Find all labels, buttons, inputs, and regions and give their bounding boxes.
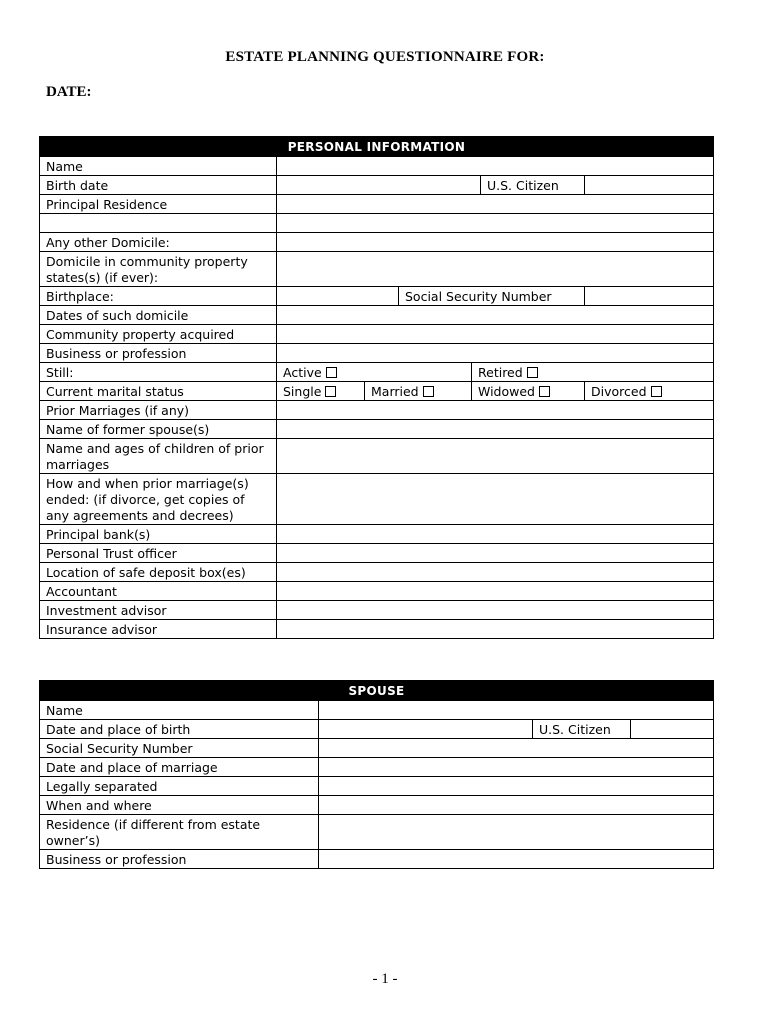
active-label: Active: [283, 365, 322, 380]
table-row: [40, 175, 713, 194]
single-option: [276, 382, 364, 400]
accountant-label: Accountant: [46, 584, 117, 599]
table-row: [40, 738, 713, 757]
table-row: [40, 213, 713, 232]
ssn-label: Social Security Number: [398, 287, 584, 305]
spouse-marriage-label: Date and place of marriage: [46, 760, 218, 775]
spouse-residence-field[interactable]: [318, 815, 713, 849]
dates-domicile-field[interactable]: [276, 306, 713, 324]
birthplace-label: Birthplace:: [46, 289, 114, 304]
principal-bank-field[interactable]: [276, 525, 713, 543]
spouse-business-field[interactable]: [318, 850, 713, 868]
table-row: [40, 776, 713, 795]
still-label: Still:: [46, 365, 74, 380]
spouse-header-text: SPOUSE: [348, 683, 405, 698]
page-number: - 1 -: [372, 971, 398, 987]
spouse-name-label: Name: [46, 703, 83, 718]
spouse-residence-label: Residence (if different from estate owner’s): [46, 817, 261, 848]
legally-separated-label: Legally separated: [46, 779, 158, 794]
former-spouse-field[interactable]: [276, 420, 713, 438]
table-row: [40, 700, 713, 719]
divorced-label: Divorced: [591, 384, 647, 399]
when-where-field[interactable]: [318, 796, 713, 814]
table-row: [40, 156, 713, 175]
business-field[interactable]: [276, 344, 713, 362]
table-row: [40, 324, 713, 343]
how-when-ended-label: How and when prior marriage(s) ended: (if divorce, get copies of any agreements and decrees): [46, 476, 249, 523]
prior-marriages-label: Prior Marriages (if any): [46, 403, 190, 418]
table-row: [40, 600, 713, 619]
principal-residence-field-2[interactable]: [276, 214, 713, 232]
former-spouse-label: Name of former spouse(s): [46, 422, 210, 437]
insurance-advisor-label: Insurance advisor: [46, 622, 158, 637]
table-row: [40, 562, 713, 581]
widowed-checkbox[interactable]: [539, 386, 550, 397]
children-prior-field[interactable]: [276, 439, 713, 473]
table-row: [40, 849, 713, 868]
table-row: [40, 543, 713, 562]
widowed-option: [471, 382, 584, 400]
ssn-field[interactable]: [584, 287, 713, 305]
birth-date-field[interactable]: [276, 176, 480, 194]
married-label: Married: [371, 384, 419, 399]
spouse-name-field[interactable]: [318, 701, 713, 719]
principal-residence-label: Principal Residence: [46, 197, 168, 212]
table-row: [40, 757, 713, 776]
spouse-table: [39, 680, 714, 869]
spouse-dob-field[interactable]: [318, 720, 532, 738]
community-acquired-field[interactable]: [276, 325, 713, 343]
table-row: [40, 795, 713, 814]
domicile-community-label: Domicile in community property states(s) (if ever):: [46, 254, 248, 285]
spouse-header: [40, 681, 713, 700]
table-row: [40, 719, 713, 738]
community-acquired-label: Community property acquired: [46, 327, 235, 342]
spouse-us-citizen-label: U.S. Citizen: [532, 720, 630, 738]
when-where-label: When and where: [46, 798, 152, 813]
spouse-business-label: Business or profession: [46, 852, 187, 867]
safe-deposit-field[interactable]: [276, 563, 713, 581]
retired-option: [471, 363, 713, 381]
table-row: [40, 814, 713, 849]
table-row: [40, 419, 713, 438]
trust-officer-label: Personal Trust officer: [46, 546, 177, 561]
retired-label: Retired: [478, 365, 523, 380]
us-citizen-label: U.S. Citizen: [480, 176, 584, 194]
table-row: [40, 286, 713, 305]
table-row: [40, 438, 713, 473]
dates-domicile-label: Dates of such domicile: [46, 308, 189, 323]
table-row: [40, 524, 713, 543]
spouse-ssn-label: Social Security Number: [46, 741, 193, 756]
table-row: [40, 619, 713, 638]
name-field[interactable]: [276, 157, 713, 175]
single-label: Single: [283, 384, 322, 399]
principal-residence-field[interactable]: [276, 195, 713, 213]
widowed-label: Widowed: [478, 384, 535, 399]
us-citizen-field[interactable]: [584, 176, 713, 194]
marital-status-label: Current marital status: [46, 384, 184, 399]
table-row: [40, 362, 713, 381]
table-row: [40, 194, 713, 213]
divorced-option: [584, 382, 713, 400]
investment-advisor-field[interactable]: [276, 601, 713, 619]
any-other-domicile-field[interactable]: [276, 233, 713, 251]
personal-info-header: [40, 137, 713, 156]
table-row: [40, 581, 713, 600]
personal-information-table: [39, 136, 714, 639]
table-row: [40, 232, 713, 251]
principal-bank-label: Principal bank(s): [46, 527, 151, 542]
divorced-checkbox[interactable]: [651, 386, 662, 397]
legally-separated-field[interactable]: [318, 777, 713, 795]
table-row: [40, 473, 713, 524]
retired-checkbox[interactable]: [527, 367, 538, 378]
table-row: [40, 400, 713, 419]
married-option: [364, 382, 471, 400]
birthplace-field[interactable]: [276, 287, 398, 305]
prior-marriages-field[interactable]: [276, 401, 713, 419]
personal-info-header-text: PERSONAL INFORMATION: [287, 139, 466, 154]
birth-date-label: Birth date: [46, 178, 109, 193]
insurance-advisor-field[interactable]: [276, 620, 713, 638]
children-prior-label: Name and ages of children of prior marriages: [46, 441, 264, 472]
spouse-dob-label: Date and place of birth: [46, 722, 191, 737]
trust-officer-field[interactable]: [276, 544, 713, 562]
spouse-ssn-field[interactable]: [318, 739, 713, 757]
name-label: Name: [46, 159, 83, 174]
spouse-us-citizen-field[interactable]: [630, 720, 713, 738]
residence-extra-label: [40, 214, 276, 232]
any-other-domicile-label: Any other Domicile:: [46, 235, 170, 250]
single-checkbox[interactable]: [325, 386, 336, 397]
page-title: ESTATE PLANNING QUESTIONNAIRE FOR:: [225, 49, 545, 65]
table-row: [40, 343, 713, 362]
how-when-ended-field[interactable]: [276, 474, 713, 524]
business-label: Business or profession: [46, 346, 187, 361]
safe-deposit-label: Location of safe deposit box(es): [46, 565, 246, 580]
table-row: [40, 305, 713, 324]
date-label: DATE:: [46, 84, 92, 100]
spouse-marriage-field[interactable]: [318, 758, 713, 776]
domicile-community-field[interactable]: [276, 252, 713, 286]
married-checkbox[interactable]: [423, 386, 434, 397]
accountant-field[interactable]: [276, 582, 713, 600]
active-checkbox[interactable]: [326, 367, 337, 378]
table-row: [40, 251, 713, 286]
investment-advisor-label: Investment advisor: [46, 603, 167, 618]
active-option: [276, 363, 471, 381]
table-row: [40, 381, 713, 400]
